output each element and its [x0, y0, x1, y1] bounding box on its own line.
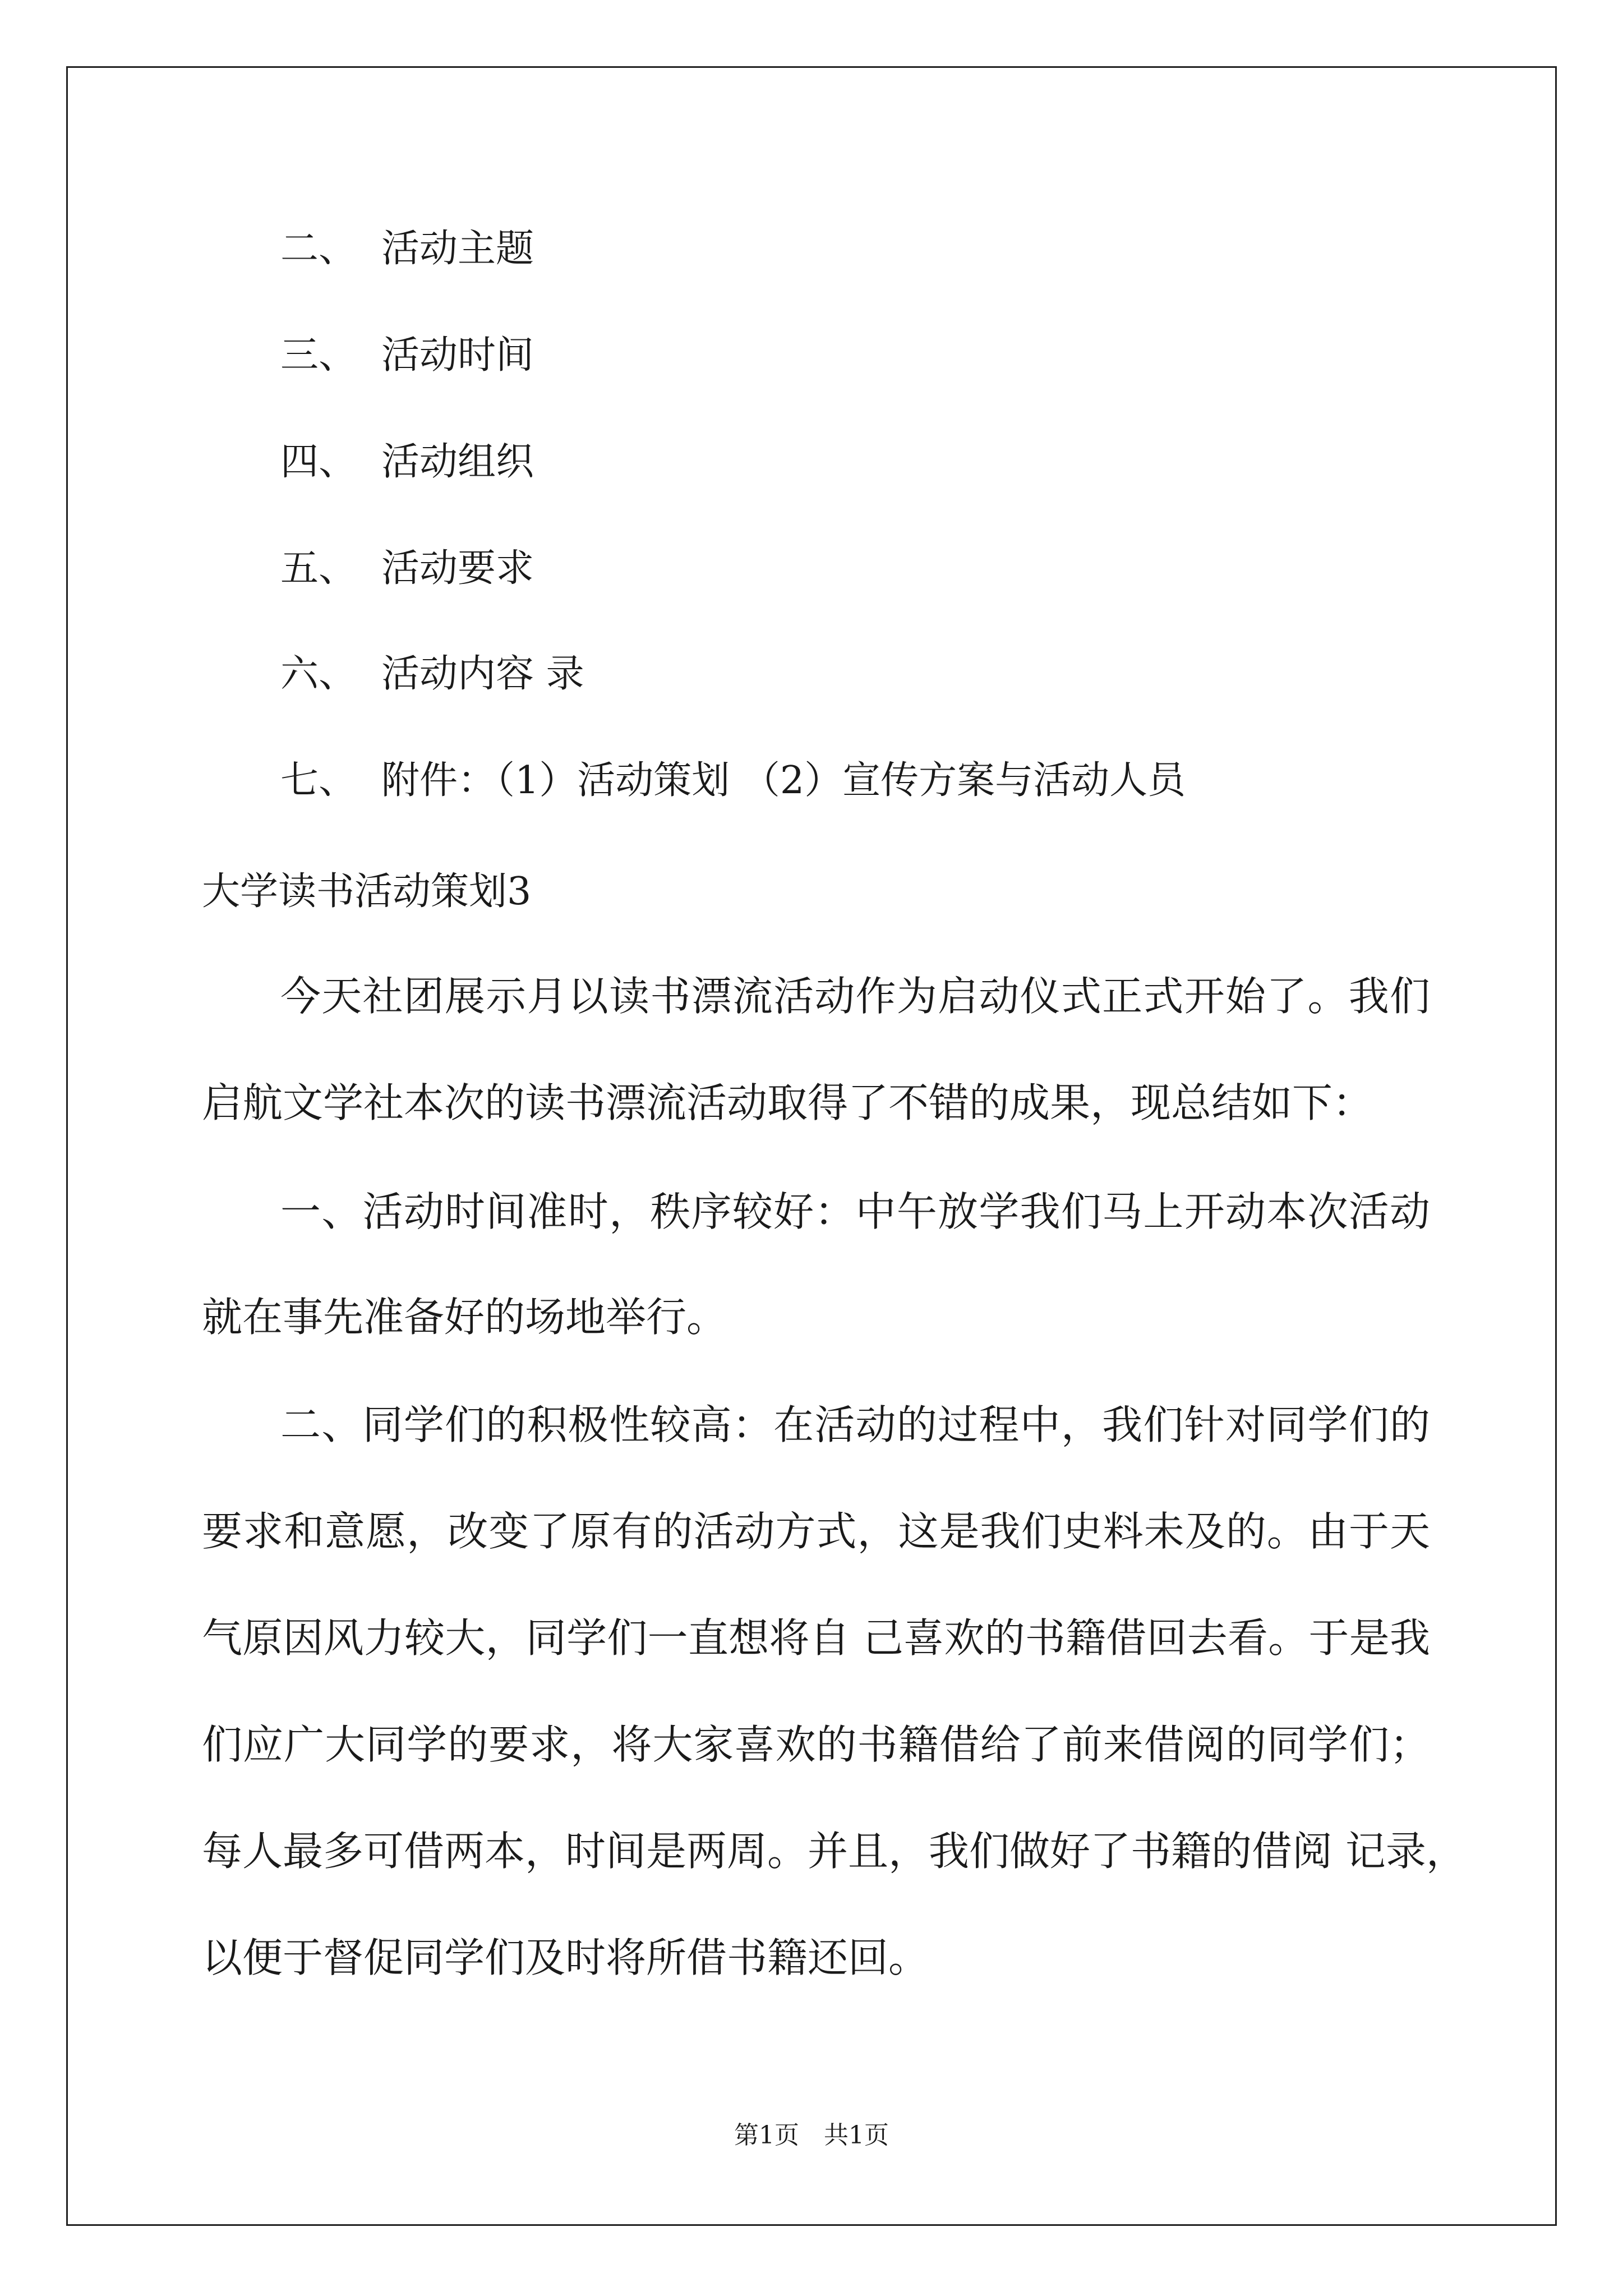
page-footer: 第1页 共1页	[734, 2121, 889, 2150]
outline-item	[280, 546, 534, 591]
paragraph-line: 二、同学们的积极性较高：在活动的过程中，我们针对同学们的	[280, 1401, 1430, 1448]
outline-item	[280, 652, 584, 696]
outline-number: 四、	[280, 440, 357, 484]
paragraph-line: 今天社团展示月以读书漂流活动作为启动仪式正式开始了。我们	[280, 973, 1430, 1020]
outline-text: 活动内容 录	[381, 652, 584, 696]
paragraph-line: 气原因风力较大，同学们一直想将自 己喜欢的书籍借回去看。于是我	[202, 1614, 1430, 1662]
outline-number: 二、	[280, 227, 357, 271]
paragraph-line: 以便于督促同学们及时将所借书籍还回。	[202, 1934, 929, 1981]
section-title: 大学读书活动策划3	[202, 869, 532, 914]
paragraph-line: 就在事先准备好的场地举行。	[202, 1294, 727, 1341]
outline-text: 活动组织	[381, 440, 534, 484]
outline-number: 六、	[280, 652, 357, 696]
outline-text: 活动主题	[381, 227, 534, 271]
outline-number: 七、	[280, 758, 357, 803]
outline-item	[280, 440, 534, 484]
page-border	[66, 66, 1557, 2226]
paragraph-line: 每人最多可借两本，时间是两周。并且，我们做好了书籍的借阅 记录，	[202, 1828, 1467, 1875]
outline-text: 活动要求	[381, 546, 534, 591]
outline-text: 附件：（1）活动策划 （2）宣传方案与活动人员	[381, 758, 1186, 803]
paragraph-line: 要求和意愿，改变了原有的活动方式，这是我们史料未及的。由于天	[202, 1508, 1430, 1555]
paragraph-line: 一、活动时间准时，秩序较好：中午放学我们马上开动本次活动	[280, 1188, 1430, 1235]
paragraph-line: 启航文学社本次的读书漂流活动取得了不错的成果，现总结如下：	[202, 1079, 1373, 1126]
outline-number: 五、	[280, 546, 357, 591]
outline-item	[280, 227, 534, 271]
outline-number: 三、	[280, 333, 357, 378]
paragraph-line: 们应广大同学的要求，将大家喜欢的书籍借给了前来借阅的同学们；	[202, 1721, 1430, 1768]
outline-item	[280, 333, 534, 378]
outline-item	[280, 758, 1186, 803]
outline-text: 活动时间	[381, 333, 534, 378]
